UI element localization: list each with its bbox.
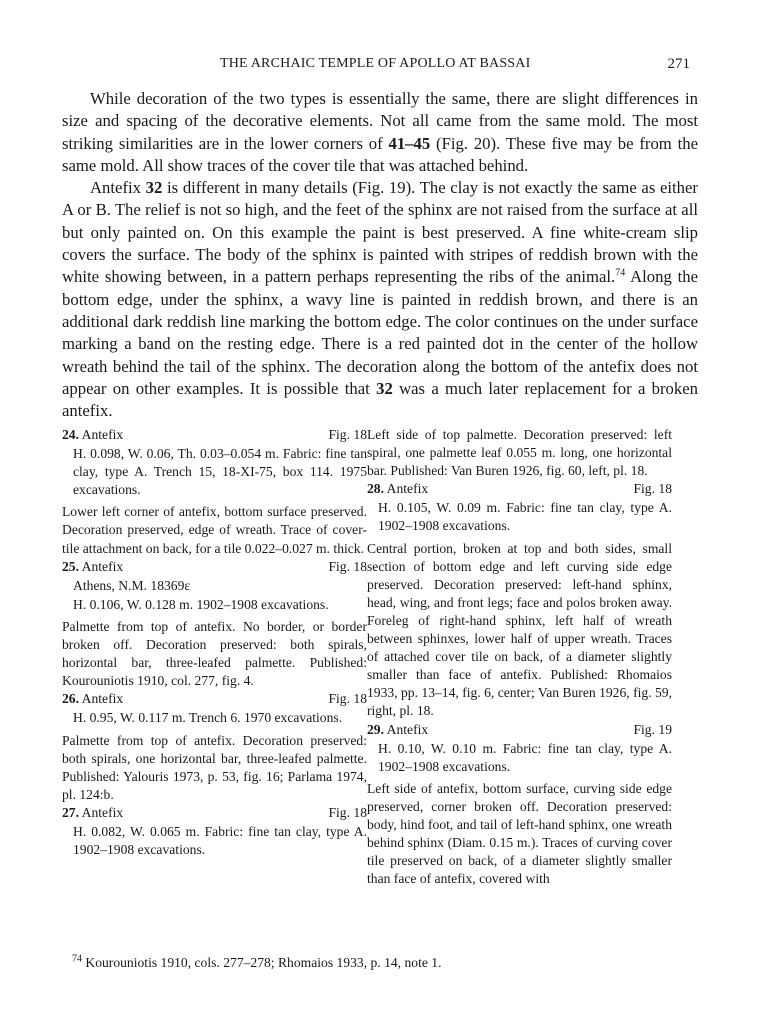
entry-metadata: H. 0.082, W. 0.065 m. Fabric: fine tan clay, type A. 1902–1908 excavations. <box>73 823 367 858</box>
entry-heading <box>62 426 367 444</box>
catalog-entry-24 <box>62 426 367 558</box>
catalog-entry-29 <box>367 721 672 889</box>
entry-number: 26. <box>62 691 79 707</box>
intro-text <box>62 88 698 422</box>
entry-metadata: H. 0.95, W. 0.117 m. Trench 6. 1970 excavations. <box>73 710 343 726</box>
entry-metadata: H. 0.105, W. 0.09 m. Fabric: fine tan clay, type A. 1902–1908 excavations. <box>378 500 672 534</box>
figure-reference: Fig. 18 <box>328 804 367 820</box>
text-run: Along the bottom edge, under the sphinx, a wavy line is painted in reddish brown, and there is an additional dark reddish line marking the bottom edge. The color continues on the under surface marking a band on the resting edge. There is a red painted dot in the center of the hollow wreath behind the tail of the sphinx. The decoration along the bottom of the antefix does not appear on other examples. It is possible that <box>62 267 698 398</box>
figure-reference: Fig. 18 <box>328 427 367 442</box>
intro-paragraph <box>62 88 698 177</box>
entry-description-continued: Left side of top palmette. Decoration preserved: left spiral, one palmette leaf 0.055 m. long, one horizontal bar. Published: Van Buren 1926, fig. 60, left, pl. 18. <box>367 427 672 479</box>
entry-number: 25. <box>62 558 79 574</box>
entry-title: Antefix <box>81 691 124 707</box>
entry-heading <box>62 690 367 708</box>
entry-heading <box>367 480 672 498</box>
figure-reference: Fig. 19 <box>633 721 672 737</box>
text-run: (Fig. 20). These five may be from the same mold. All show traces of the cover tile that was attached behind. <box>62 133 698 175</box>
entry-description: Central portion, broken at top and both sides, small section of bottom edge and left curving side edge preserved. Decoration preserved: left-hand sphinx, head, wing, and front legs; face and polos broken away. Foreleg of right-hand sphinx, left half of wreath between sphinxes, lower half of upper wreath. Traces of attached cover tile on back, of a diameter slightly smaller than face of antefix. Published: Rhomaios 1933, pp. 13–14, fig. 6, center; Van Buren 1926, fig. 59, right, pl. 18. <box>367 540 672 719</box>
running-header <box>60 56 690 76</box>
entry-description: Lower left corner of antefix, bottom surface preserved. Decoration preserved, edge of wreath. Trace of cover-tile attachment on back, for a tile 0.022–0.027 m. thick. <box>62 504 367 556</box>
footnote-text: Kourouniotis 1910, cols. 277–278; Rhomaios 1933, p. 14, note 1. <box>82 955 442 970</box>
text-run: Antefix <box>90 178 146 198</box>
entry-number: 27. <box>62 804 79 820</box>
entry-heading <box>367 721 672 739</box>
entry-number: 29. <box>367 721 384 737</box>
entry-metadata: H. 0.106, W. 0.128 m. 1902–1908 excavations. <box>73 596 329 612</box>
entry-heading <box>62 558 367 576</box>
entry-number: 28. <box>367 481 384 497</box>
catalog-entry-26 <box>62 690 367 804</box>
catalog-column-right <box>367 426 672 888</box>
entry-description: Palmette from top of antefix. Decoration preserved: both spirals, one horizontal bar, three-leafed palmette. Published: Yalouris 1973, p. 53, fig. 16; Parlama 1974, pl. 124:b. <box>62 732 367 802</box>
catalog-column-left <box>62 426 367 859</box>
entry-location: Athens, N.M. 18369ε <box>73 577 191 593</box>
entry-number: 24. <box>62 427 79 442</box>
entry-title: Antefix <box>386 721 429 737</box>
entry-metadata: H. 0.098, W. 0.06, Th. 0.03–0.054 m. Fabric: fine tan clay, type A. Trench 15, 18-XI-75, box 114. 1975 excavations. <box>73 446 367 498</box>
intro-paragraph <box>62 177 698 422</box>
figure-reference: Fig. 18 <box>328 558 367 574</box>
entry-title: Antefix <box>81 804 124 820</box>
footnote-marker: 74 <box>72 953 82 965</box>
figure-reference: Fig. 18 <box>328 691 367 707</box>
catalog-entry-28 <box>367 480 672 720</box>
entry-title: Antefix <box>81 427 124 442</box>
footnote-reference[interactable]: 74 <box>615 267 626 279</box>
text-run: While decoration of the two types is essentially the same, there are slight differences in size and spacing of the decorative elements. Not all came from the same mold. The most striking similarities are in the lower corners of <box>62 89 698 153</box>
catalog-reference: 32 <box>145 178 163 198</box>
catalog-reference: 41–45 <box>388 133 431 153</box>
text-run: is different in many details (Fig. 19). The clay is not exactly the same as either A or B. The relief is not so high, and the feet of the sphinx are not raised from the surface at all but only painted on. On this example the paint is best preserved. A fine white-cream slip covers the surface. The body of the sphinx is painted with stripes of reddish brown with the white showing between, in a pattern perhaps representing the ribs of the animal. <box>62 178 698 287</box>
entry-description: Palmette from top of antefix. No border, or border broken off. Decoration preserved: both spirals, horizontal bar, three-leafed palmette. Published: Kourouniotis 1910, col. 277, fig. 4. <box>62 618 367 689</box>
entry-title: Antefix <box>81 558 124 574</box>
entry-description: Left side of antefix, bottom surface, curving side edge preserved, corner broken off. Decoration preserved: body, hind foot, and tail of left-hand sphinx, one wreath behind sphinx (Diam. 0.15 m.). Traces of curving cover tile preserved on back, of a diameter slightly smaller than face of antefix, covered with <box>367 780 672 887</box>
catalog-reference: 32 <box>376 378 393 398</box>
entry-title: Antefix <box>386 481 429 497</box>
entry-heading <box>62 804 367 822</box>
page-number: 271 <box>667 56 690 72</box>
figure-reference: Fig. 18 <box>633 481 672 497</box>
catalog-entry-27 <box>62 804 367 859</box>
entry-metadata: H. 0.10, W. 0.10 m. Fabric: fine tan clay, type A. 1902–1908 excavations. <box>378 740 672 774</box>
footnote <box>72 955 702 971</box>
text-run: was a much later replacement for a broken antefix. <box>62 378 698 421</box>
running-title: THE ARCHAIC TEMPLE OF APOLLO AT BASSAI <box>220 56 531 71</box>
catalog-entry-25 <box>62 558 367 691</box>
